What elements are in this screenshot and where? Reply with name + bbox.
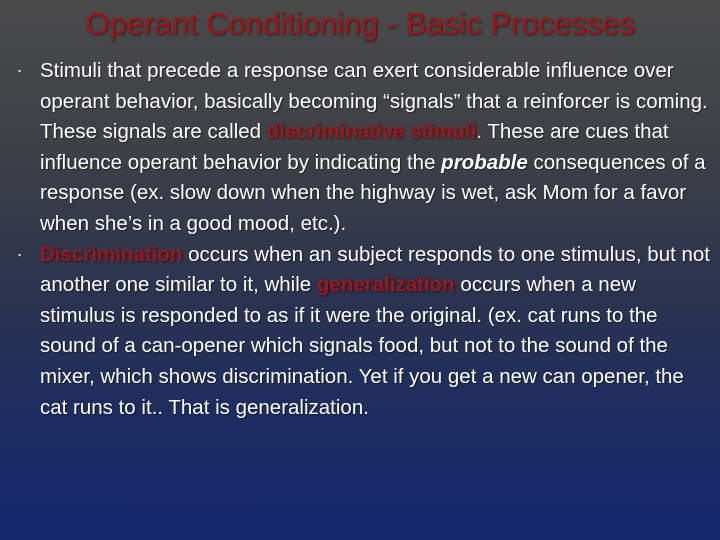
bullet-text: occurs when a new stimulus is responded to as if it were the original. (ex. cat runs to the sound of a can-opener which signals food, but not to the sound of the mixer, which shows discrimination. Yet if you get a new can opener, the cat runs to it.. That is generalization. [40, 273, 684, 419]
term-generalization: generalization [316, 273, 455, 297]
bullet-text: occurs when an subject responds to one stimulus, but not another one similar to it, while [40, 242, 710, 297]
bullet-square-icon: ▪ [18, 66, 22, 76]
bullet-text: consequences of a response (ex. slow down when the highway is wet, ask Mom for a favor when she’s in a good mood, etc.). [40, 150, 706, 235]
bullet-text: Stimuli that precede a response can exert considerable influence over operant behavior, basically becoming “signals” that a reinforcer is coming. These signals are called [40, 59, 708, 144]
bullet-item-discrimination-generalization [18, 240, 712, 424]
bullet-item-discriminative-stimuli [18, 56, 712, 240]
emphasis-probable: probable [441, 150, 528, 174]
bullet-text: . These are cues that influence operant behavior by indicating the [40, 120, 669, 174]
term-discriminative-stimuli: discriminative stimuli [266, 120, 477, 144]
slide-title: Operant Conditioning - Basic Processes [85, 6, 635, 41]
bullet-square-icon: ▪ [18, 249, 22, 260]
term-discrimination: Discrimination [40, 242, 183, 266]
bullet-list [18, 56, 712, 423]
